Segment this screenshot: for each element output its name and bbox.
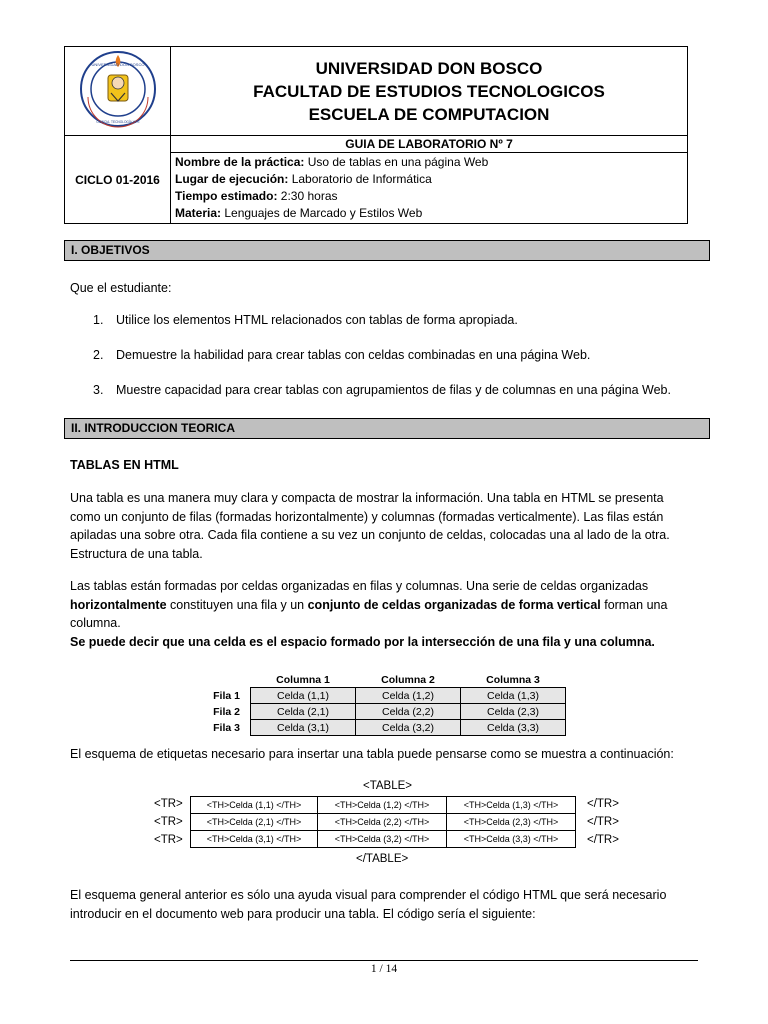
row-header: Fila 2 [213,705,240,718]
section-introduccion: II. INTRODUCCION TEORICA [64,418,710,439]
section-objetivos: I. OBJETIVOS [64,240,710,261]
logo-motto: CIENCIA, TECNOLOGÍA Y FE [95,119,140,124]
info-line-lugar: Lugar de ejecución: Laboratorio de Informática [175,172,432,186]
example-table-rows-columns [208,672,566,736]
footer-divider [70,960,698,961]
table-row [191,797,576,814]
title-line-2: FACULTAD DE ESTUDIOS TECNOLOGICOS [253,81,605,101]
info-line-nombre: Nombre de la práctica: Uso de tablas en una página Web [175,155,489,169]
table-cell: <TH>Celda (2,3) </TH> [447,814,576,831]
table-cell: Celda (3,1) [251,720,356,736]
practice-info [171,153,688,224]
ciclo-label: CICLO 01-2016 [65,136,171,224]
intro-paragraph-4: El esquema general anterior es sólo una ayuda visual para comprender el código HTML que será necesario introducir en el documento web para producir una tabla. El código sería el siguiente: [70,888,667,921]
column-header: Columna 2 [381,673,435,686]
intro-paragraph-1: Una tabla es una manera muy clara y compacta de mostrar la información. Una tabla en HTML se presenta como un conjunto de filas (formadas horizontalmente) y columnas (formadas verticalmente). Las filas están apiladas una sobre otra. Cada fila contiene a su vez un conjunto de celdas, colocadas una al lado de la otra. Estructura de una tabla. [70,491,670,561]
table-cell: Celda (1,2) [356,688,461,704]
column-header: Columna 1 [276,673,330,686]
close-tr-tag: </TR> [587,834,619,846]
table-cell: <TH>Celda (1,2) </TH> [318,797,447,814]
objetivos-lead: Que el estudiante: [70,281,172,295]
table-cell: Celda (1,1) [251,688,356,704]
tag-schema-table [190,796,576,848]
intro-paragraph-2: Las tablas están formadas por celdas organizadas en filas y columnas. Una serie de celdas organizadas horizontalmente constituyen una fila y un conjunto de celdas organizadas de forma vertical forman una columna. Se puede decir que una celda es el espacio formado por la intersección de una fila y una columna. [70,579,668,649]
table-cell: <TH>Celda (3,3) </TH> [447,831,576,848]
table-cell: Celda (2,1) [251,704,356,720]
close-tr-tag: </TR> [587,798,619,810]
row-header: Fila 1 [213,689,240,702]
header-title [171,47,688,136]
open-table-tag: <TABLE> [363,780,413,792]
table-cell: <TH>Celda (3,1) </TH> [191,831,318,848]
intro-paragraph-3: El esquema de etiquetas necesario para insertar una tabla puede pensarse como se muestra a continuación: [70,747,674,761]
logo-cell [65,47,171,136]
row-header: Fila 3 [213,721,240,734]
column-header: Columna 3 [486,673,540,686]
close-tr-tag: </TR> [587,816,619,828]
table-row [191,814,576,831]
page-number: 1 / 14 [370,963,398,975]
table-cell: <TH>Celda (2,2) </TH> [318,814,447,831]
table-cell: <TH>Celda (3,2) </TH> [318,831,447,848]
table-row [191,831,576,848]
table-row [208,704,566,720]
objetivo-item-2: 2. Demuestre la habilidad para crear tablas con celdas combinadas en una página Web. [93,348,591,362]
open-tr-tag: <TR> [154,834,183,846]
table-cell: Celda (2,2) [356,704,461,720]
info-line-materia: Materia: Lenguajes de Marcado y Estilos Web [175,206,423,220]
objetivo-item-1: 1. Utilice los elementos HTML relacionados con tablas de forma apropiada. [93,313,518,327]
table-row [208,688,566,704]
info-line-tiempo: Tiempo estimado: 2:30 horas [175,189,338,203]
table-cell: <TH>Celda (1,1) </TH> [191,797,318,814]
logo-text: UNIVERSIDAD DON BOSCO [91,61,144,67]
table-cell: <TH>Celda (1,3) </TH> [447,797,576,814]
close-table-tag: </TABLE> [356,853,409,865]
table-cell: Celda (3,2) [356,720,461,736]
open-tr-tag: <TR> [154,798,183,810]
table-row [208,720,566,736]
table-cell: Celda (1,3) [461,688,566,704]
guia-title: GUIA DE LABORATORIO Nº 7 [171,136,688,153]
objetivo-item-3: 3. Muestre capacidad para crear tablas con agrupamientos de filas y de columnas en una página Web. [93,383,671,397]
title-line-1: UNIVERSIDAD DON BOSCO [315,58,543,78]
title-line-3: ESCUELA DE COMPUTACION [308,104,550,124]
table-cell: Celda (2,3) [461,704,566,720]
header-table [64,46,688,224]
tablas-heading: TABLAS EN HTML [70,458,179,472]
table-cell: Celda (3,3) [461,720,566,736]
university-seal-logo [78,49,158,129]
open-tr-tag: <TR> [154,816,183,828]
table-cell: <TH>Celda (2,1) </TH> [191,814,318,831]
